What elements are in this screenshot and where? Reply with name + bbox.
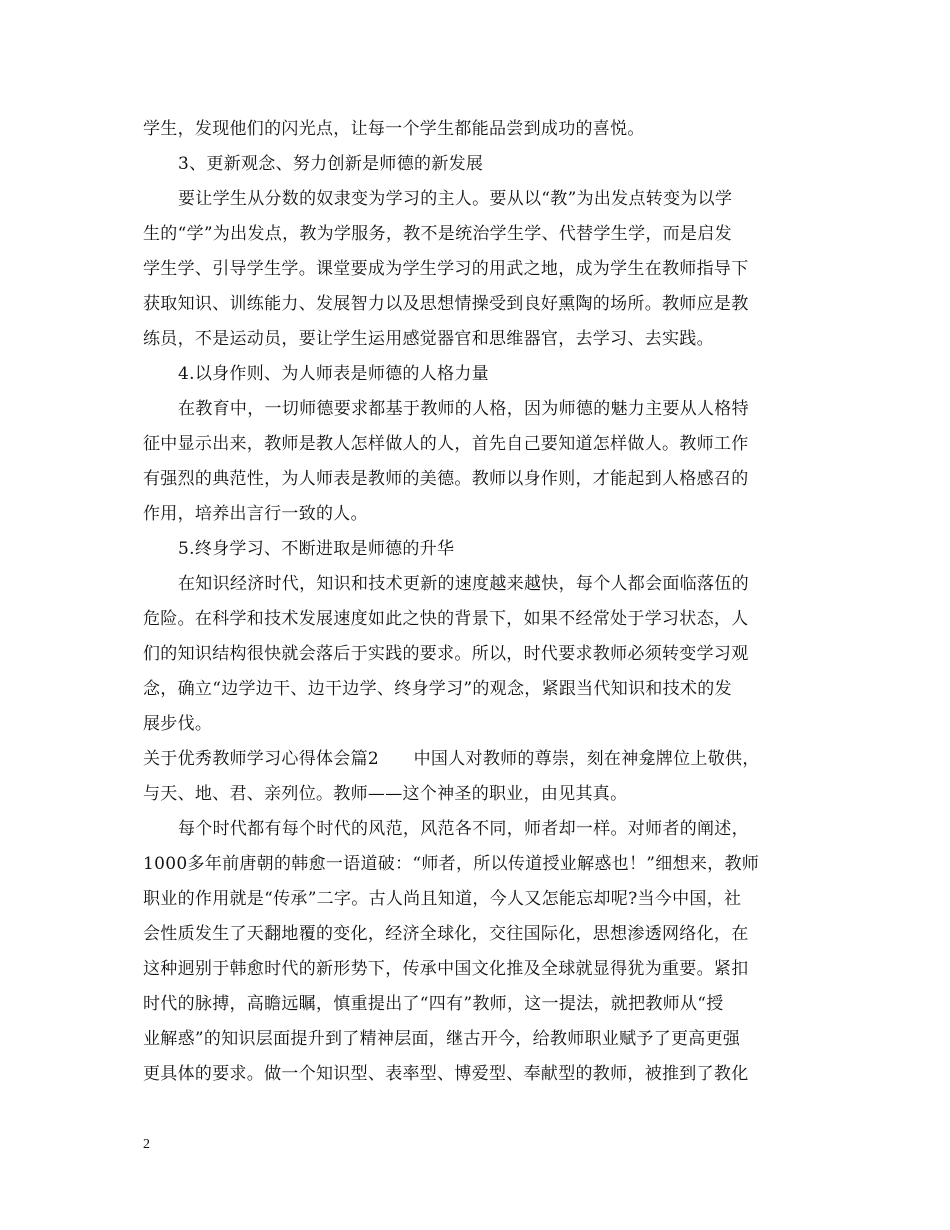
text-line: 这种迥别于韩愈时代的新形势下，传承中国文化推及全球就显得犹为重要。紧扣 — [143, 959, 749, 979]
text-line: 在知识经济时代，知识和技术更新的速度越来越快，每个人都会面临落伍的 — [178, 574, 749, 594]
text-line: 念，确立“边学边干、边干边学、终身学习”的观念，紧跟当代知识和技术的发 — [143, 679, 732, 699]
text-line: 获取知识、训练能力、发展智力以及思想情操受到良好熏陶的场所。教师应是教 — [143, 294, 749, 314]
article-title-line: 关于优秀教师学习心得体会篇2 中国人对教师的尊崇，刻在神龛牌位上敬供， — [143, 749, 760, 769]
text-line: 学生学、引导学生学。课堂要成为学生学习的用武之地，成为学生在教师指导下 — [143, 259, 749, 279]
text-line: 更具体的要求。做一个知识型、表率型、博爱型、奉献型的教师，被推到了教化 — [143, 1064, 749, 1084]
section-heading: 3、更新观念、努力创新是师德的新发展 — [178, 154, 484, 174]
text-line: 业解惑”的知识层面提升到了精神层面，继古开今，给教师职业赋予了更高更强 — [143, 1029, 741, 1049]
text-line: 职业的作用就是“传承”二字。古人尚且知道，今人又怎能忘却呢?当今中国，社 — [143, 889, 742, 909]
text-line: 与天、地、君、亲列位。教师——这个神圣的职业，由见其真。 — [143, 784, 628, 804]
text-line: 会性质发生了天翻地覆的变化，经济全球化，交往国际化，思想渗透网络化，在 — [143, 924, 749, 944]
text-line: 每个时代都有每个时代的风范，风范各不同，师者却一样。对师者的阐述， — [178, 819, 749, 839]
page-number: 2 — [143, 1137, 150, 1152]
text-line: 练员，不是运动员，要让学生运用感觉器官和思维器官，去学习、去实践。 — [143, 329, 714, 349]
text-line: 展步伐。 — [143, 714, 213, 734]
text-line: 征中显示出来，教师是教人怎样做人的人，首先自己要知道怎样做人。教师工作 — [143, 434, 749, 454]
text-line: 1000多年前唐朝的韩愈一语道破：“师者，所以传道授业解惑也！”细想来，教师 — [143, 854, 760, 874]
section-heading: 4.以身作则、为人师表是师德的人格力量 — [178, 364, 489, 384]
text-line: 作用，培养出言行一致的人。 — [143, 504, 368, 524]
text-line: 学生，发现他们的闪光点，让每一个学生都能品尝到成功的喜悦。 — [143, 119, 645, 139]
text-line: 要让学生从分数的奴隶变为学习的主人。要从以“教”为出发点转变为以学 — [178, 189, 733, 209]
text-line: 生的“学”为出发点，教为学服务，教不是统治学生学、代替学生学，而是启发 — [143, 224, 732, 244]
text-line: 有强烈的典范性，为人师表是教师的美德。教师以身作则，才能起到人格感召的 — [143, 469, 749, 489]
text-line: 时代的脉搏，高瞻远瞩，慎重提出了“四有”教师，这一提法，就把教师从“授 — [143, 994, 724, 1014]
section-heading: 5.终身学习、不断进取是师德的升华 — [178, 539, 455, 559]
text-line: 们的知识结构很快就会落后于实践的要求。所以，时代要求教师必须转变学习观 — [143, 644, 749, 664]
text-line: 危险。在科学和技术发展速度如此之快的背景下，如果不经常处于学习状态，人 — [143, 609, 749, 629]
text-line: 在教育中，一切师德要求都基于教师的人格，因为师德的魅力主要从人格特 — [178, 399, 749, 419]
